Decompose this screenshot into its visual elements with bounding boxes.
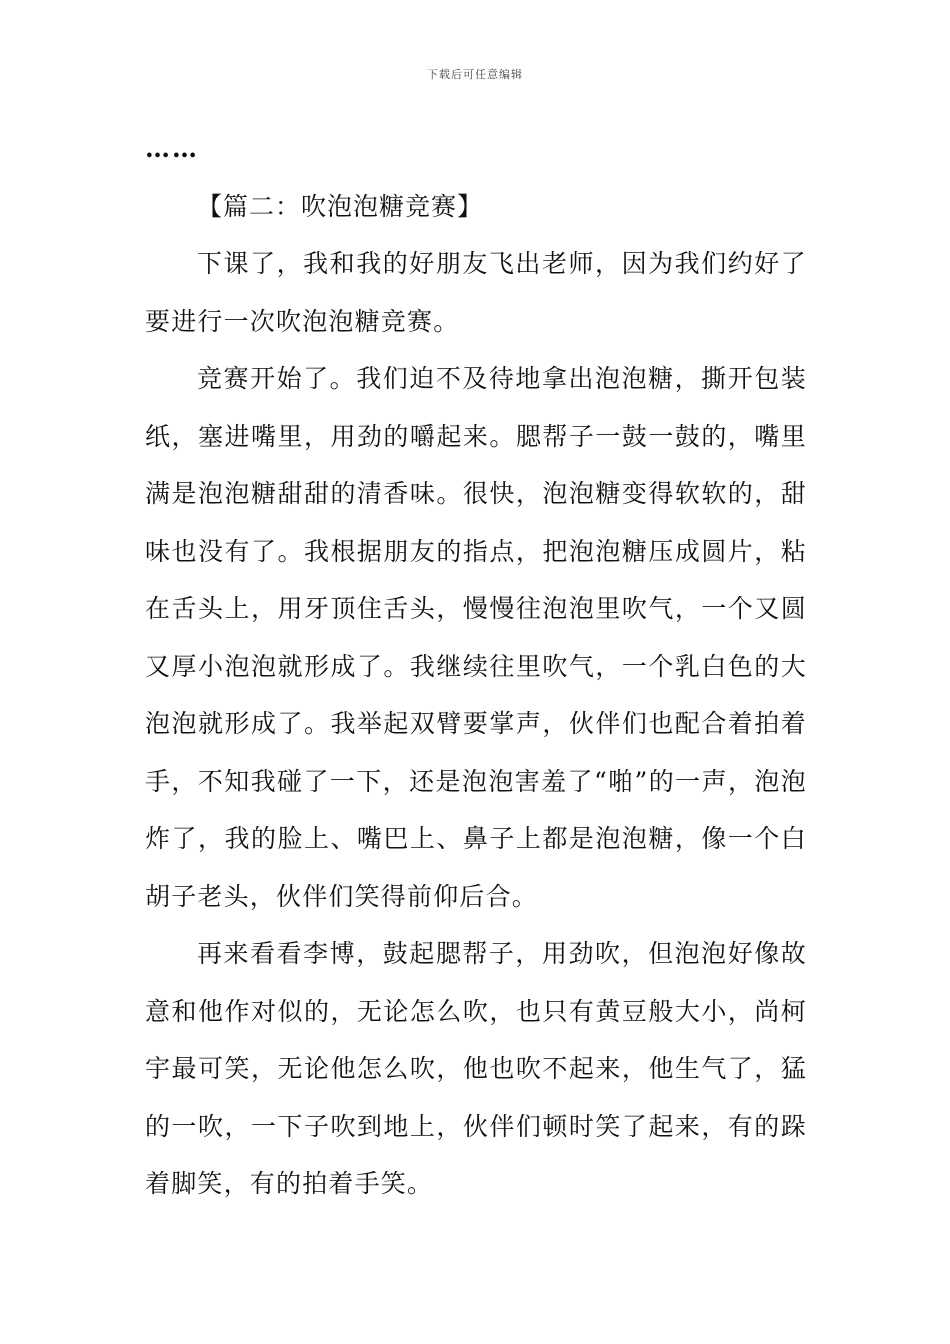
paragraph-2: 竞赛开始了。我们迫不及待地拿出泡泡糖，撕开包装纸，塞进嘴里，用劲的嚼起来。腮帮子一鼓一鼓的，嘴里满是泡泡糖甜甜的清香味。很快，泡泡糖变得软软的，甜味也没有了。我根据朋友的指点，把泡泡糖压成圆片，粘在舌头上，用牙顶住舌头，慢慢往泡泡里吹气，一个又圆又厚小泡泡就形成了。我继续往里吹气，一个乳白色的大泡泡就形成了。我举起双臂要掌声，伙伴们也配合着拍着手，不知我碰了一下，还是泡泡害羞了“啪”的一声，泡泡炸了，我的脸上、嘴巴上、鼻子上都是泡泡糖，像一个白胡子老头，伙伴们笑得前仰后合。	[145, 364, 807, 911]
paragraph-3: 再来看看李博，鼓起腮帮子，用劲吹，但泡泡好像故意和他作对似的，无论怎么吹，也只有黄豆般大小，尚柯宇最可笑，无论他怎么吹，他也吹不起来，他生气了，猛的一吹，一下子吹到地上，伙伴们顿时笑了起来，有的跺着脚笑，有的拍着手笑。	[145, 939, 807, 1198]
paragraph-1: 下课了，我和我的好朋友飞出老师，因为我们约好了要进行一次吹泡泡糖竞赛。	[145, 249, 807, 336]
document-body	[145, 120, 807, 1213]
page-header: 下载后可任意编辑	[427, 68, 523, 81]
section-heading: 【篇二：吹泡泡糖竞赛】	[197, 191, 484, 221]
ellipsis-text: ……	[145, 134, 199, 163]
